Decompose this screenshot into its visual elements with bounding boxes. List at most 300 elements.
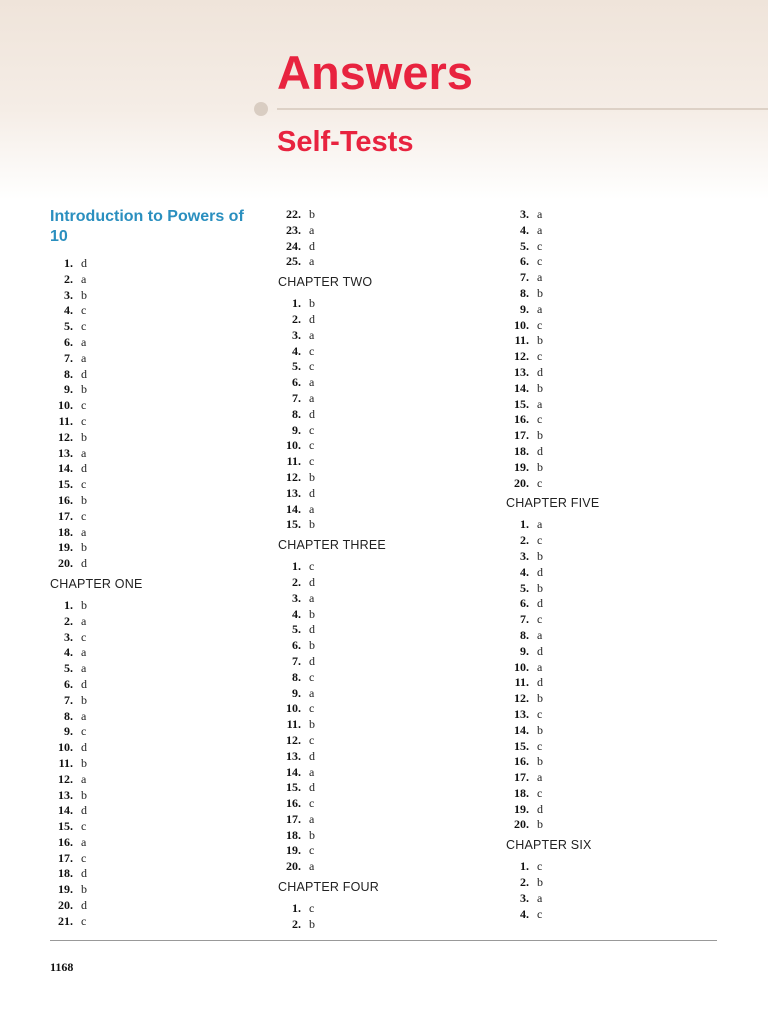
question-number: 5. — [64, 319, 73, 334]
answer-row — [50, 866, 260, 882]
question-number: 9. — [64, 724, 73, 739]
answer-row — [50, 335, 260, 351]
question-number: 9. — [520, 301, 529, 316]
question-number: 18. — [286, 827, 301, 842]
answer-row — [506, 333, 716, 349]
question-number: 5. — [520, 580, 529, 595]
question-number: 11. — [286, 454, 301, 469]
answer-row — [506, 460, 716, 476]
answer-letter: a — [537, 627, 543, 642]
answer-row — [506, 270, 716, 286]
answer-row — [278, 749, 488, 765]
answer-letter: d — [309, 311, 315, 326]
answer-letter: d — [309, 238, 315, 253]
answer-letter: b — [537, 580, 543, 595]
footer-rule — [50, 940, 717, 941]
answer-row — [278, 859, 488, 875]
answer-letter: b — [537, 548, 543, 563]
answer-row — [50, 709, 260, 725]
question-number: 16. — [58, 492, 73, 507]
answer-letter: b — [537, 722, 543, 737]
answer-row — [506, 675, 716, 691]
question-number: 1. — [292, 559, 301, 574]
answer-row — [278, 375, 488, 391]
question-number: 2. — [292, 574, 301, 589]
answer-row — [506, 723, 716, 739]
question-number: 9. — [292, 422, 301, 437]
question-number: 20. — [58, 898, 73, 913]
answer-letter: d — [309, 622, 315, 637]
question-number: 5. — [292, 359, 301, 374]
question-number: 14. — [286, 501, 301, 516]
answer-letter: c — [81, 477, 87, 492]
section-heading: CHAPTER TWO — [278, 275, 373, 290]
answers-column-2 — [278, 207, 488, 933]
answer-row — [50, 525, 260, 541]
question-number: 4. — [292, 606, 301, 621]
answer-row — [50, 693, 260, 709]
answer-letter: c — [537, 859, 543, 874]
answer-letter: c — [81, 319, 87, 334]
answer-row — [278, 486, 488, 502]
answer-letter: b — [309, 916, 315, 931]
question-number: 2. — [64, 613, 73, 628]
answer-row — [278, 917, 488, 933]
question-number: 19. — [58, 540, 73, 555]
answer-letter: a — [309, 685, 315, 700]
section-heading: CHAPTER FIVE — [506, 496, 600, 511]
answer-letter: b — [81, 382, 87, 397]
answer-letter: d — [537, 596, 543, 611]
answer-row — [50, 351, 260, 367]
question-number: 4. — [520, 564, 529, 579]
answer-letter: b — [309, 469, 315, 484]
question-number: 7. — [292, 390, 301, 405]
answer-row — [506, 707, 716, 723]
question-number: 8. — [520, 285, 529, 300]
answer-row — [278, 843, 488, 859]
answer-letter: d — [309, 780, 315, 795]
answer-letter: b — [537, 428, 543, 443]
answer-row — [506, 660, 716, 676]
answer-row — [278, 901, 488, 917]
answers-column-3 — [506, 207, 716, 922]
question-number: 3. — [520, 207, 529, 221]
question-number: 4. — [520, 222, 529, 237]
answer-letter: a — [309, 222, 315, 237]
answer-row — [50, 914, 260, 930]
answer-letter: b — [81, 787, 87, 802]
answer-row — [506, 565, 716, 581]
question-number: 15. — [286, 780, 301, 795]
question-number: 16. — [514, 754, 529, 769]
question-number: 19. — [514, 801, 529, 816]
answer-letter: a — [81, 645, 87, 660]
question-number: 16. — [58, 834, 73, 849]
answer-row — [278, 670, 488, 686]
question-number: 14. — [58, 461, 73, 476]
question-number: 13. — [58, 787, 73, 802]
answer-letter: c — [309, 422, 315, 437]
answer-letter: d — [309, 653, 315, 668]
answer-row — [50, 598, 260, 614]
answer-row — [278, 765, 488, 781]
question-number: 10. — [514, 317, 529, 332]
section-heading: CHAPTER FOUR — [278, 880, 380, 895]
answer-letter: d — [81, 366, 87, 381]
answer-row — [50, 556, 260, 572]
question-number: 3. — [64, 287, 73, 302]
question-number: 10. — [514, 659, 529, 674]
answer-row — [50, 493, 260, 509]
question-number: 2. — [292, 311, 301, 326]
answers-column-1 — [50, 207, 260, 930]
answer-row — [278, 654, 488, 670]
answer-row — [278, 391, 488, 407]
answer-letter: a — [537, 517, 543, 532]
answer-row — [278, 796, 488, 812]
answer-row — [506, 770, 716, 786]
answer-row — [506, 476, 716, 492]
answer-row — [278, 239, 488, 255]
question-number: 3. — [292, 327, 301, 342]
question-number: 1. — [292, 901, 301, 916]
answer-row — [50, 740, 260, 756]
answer-letter: c — [537, 412, 543, 427]
answer-letter: c — [81, 508, 87, 523]
question-number: 13. — [514, 706, 529, 721]
answer-row — [278, 607, 488, 623]
answer-letter: d — [537, 364, 543, 379]
answer-letter: c — [537, 475, 543, 490]
question-number: 2. — [520, 875, 529, 890]
answer-letter: a — [309, 859, 315, 874]
question-number: 4. — [292, 343, 301, 358]
question-number: 8. — [64, 708, 73, 723]
question-number: 4. — [64, 303, 73, 318]
section-heading: CHAPTER ONE — [50, 576, 143, 591]
answer-row — [506, 549, 716, 565]
question-number: 7. — [520, 270, 529, 285]
question-number: 11. — [286, 717, 301, 732]
question-number: 9. — [64, 382, 73, 397]
question-number: 23. — [286, 222, 301, 237]
question-number: 10. — [286, 438, 301, 453]
question-number: 14. — [286, 764, 301, 779]
answer-letter: a — [81, 661, 87, 676]
answer-row — [50, 851, 260, 867]
question-number: 4. — [520, 906, 529, 921]
answer-letter: c — [81, 724, 87, 739]
answer-row — [50, 288, 260, 304]
answer-letter: a — [537, 890, 543, 905]
answer-row — [506, 223, 716, 239]
answer-row — [506, 444, 716, 460]
answer-letter: d — [537, 564, 543, 579]
answer-letter: b — [309, 207, 315, 221]
answer-letter: c — [537, 738, 543, 753]
answer-letter: b — [81, 429, 87, 444]
answer-row — [506, 239, 716, 255]
answer-row — [50, 256, 260, 272]
answer-row — [50, 661, 260, 677]
question-number: 1. — [64, 256, 73, 270]
answer-letter: c — [537, 706, 543, 721]
answer-row — [278, 254, 488, 270]
question-number: 2. — [520, 533, 529, 548]
answer-letter: d — [81, 676, 87, 691]
answer-letter: a — [81, 834, 87, 849]
answer-letter: b — [309, 606, 315, 621]
question-number: 13. — [58, 445, 73, 460]
answer-letter: d — [81, 898, 87, 913]
question-number: 12. — [514, 691, 529, 706]
answer-letter: b — [537, 817, 543, 832]
answer-row — [278, 454, 488, 470]
question-number: 1. — [520, 517, 529, 532]
answer-letter: a — [537, 207, 543, 221]
header-band — [0, 0, 768, 200]
question-number: 15. — [286, 517, 301, 532]
answer-letter: c — [537, 349, 543, 364]
answer-row — [506, 428, 716, 444]
answer-letter: b — [81, 287, 87, 302]
answer-row — [50, 382, 260, 398]
question-number: 19. — [286, 843, 301, 858]
answer-row — [50, 430, 260, 446]
question-number: 8. — [292, 669, 301, 684]
answer-letter: a — [81, 524, 87, 539]
answer-row — [506, 739, 716, 755]
answer-row — [506, 802, 716, 818]
answer-letter: c — [537, 906, 543, 921]
answer-row — [278, 502, 488, 518]
question-number: 11. — [58, 755, 73, 770]
answer-letter: d — [81, 866, 87, 881]
answer-row — [50, 319, 260, 335]
answer-row — [278, 622, 488, 638]
question-number: 19. — [514, 459, 529, 474]
question-number: 14. — [514, 380, 529, 395]
question-number: 7. — [64, 350, 73, 365]
question-number: 15. — [58, 819, 73, 834]
answer-letter: a — [309, 764, 315, 779]
question-number: 12. — [514, 349, 529, 364]
answer-row — [50, 398, 260, 414]
answer-letter: d — [81, 740, 87, 755]
answer-letter: b — [309, 638, 315, 653]
answer-letter: b — [309, 827, 315, 842]
answer-row — [50, 630, 260, 646]
answer-row — [278, 296, 488, 312]
answer-row — [506, 365, 716, 381]
answer-letter: d — [537, 801, 543, 816]
answer-letter: d — [81, 461, 87, 476]
answer-letter: c — [537, 238, 543, 253]
question-number: 12. — [58, 429, 73, 444]
answer-letter: b — [537, 875, 543, 890]
answer-row — [50, 509, 260, 525]
answer-row — [278, 423, 488, 439]
question-number: 2. — [64, 271, 73, 286]
question-number: 3. — [520, 890, 529, 905]
question-number: 24. — [286, 238, 301, 253]
answer-letter: c — [309, 732, 315, 747]
answer-letter: a — [81, 334, 87, 349]
question-number: 6. — [64, 334, 73, 349]
answer-row — [506, 302, 716, 318]
answer-letter: a — [81, 445, 87, 460]
answer-letter: c — [537, 317, 543, 332]
answer-row — [506, 644, 716, 660]
answer-letter: a — [309, 390, 315, 405]
question-number: 7. — [292, 653, 301, 668]
question-number: 3. — [292, 590, 301, 605]
question-number: 20. — [514, 475, 529, 490]
question-number: 1. — [64, 597, 73, 612]
answer-row — [278, 686, 488, 702]
answer-letter: c — [537, 785, 543, 800]
answer-row — [50, 367, 260, 383]
answer-row — [50, 803, 260, 819]
answer-letter: a — [81, 613, 87, 628]
answer-row — [50, 477, 260, 493]
question-number: 18. — [58, 524, 73, 539]
question-number: 12. — [58, 771, 73, 786]
answer-letter: c — [81, 303, 87, 318]
answer-letter: a — [309, 375, 315, 390]
answer-row — [506, 581, 716, 597]
answer-letter: c — [309, 559, 315, 574]
question-number: 16. — [514, 412, 529, 427]
answer-row — [278, 812, 488, 828]
page-title: Answers — [277, 46, 473, 99]
answer-letter: c — [309, 701, 315, 716]
answer-row — [278, 575, 488, 591]
answer-row — [278, 717, 488, 733]
answer-row — [506, 875, 716, 891]
answer-row — [506, 318, 716, 334]
question-number: 1. — [520, 859, 529, 874]
page-subtitle: Self-Tests — [277, 126, 414, 158]
answer-letter: c — [309, 454, 315, 469]
answer-row — [50, 677, 260, 693]
answer-row — [506, 628, 716, 644]
question-number: 10. — [286, 701, 301, 716]
question-number: 17. — [286, 811, 301, 826]
answer-row — [278, 701, 488, 717]
question-number: 2. — [292, 916, 301, 931]
answer-letter: d — [537, 675, 543, 690]
answer-letter: b — [309, 717, 315, 732]
question-number: 16. — [286, 796, 301, 811]
answer-letter: b — [81, 882, 87, 897]
answer-letter: b — [537, 459, 543, 474]
answer-row — [506, 859, 716, 875]
question-number: 14. — [514, 722, 529, 737]
answer-row — [506, 207, 716, 223]
answer-row — [506, 349, 716, 365]
answer-row — [50, 540, 260, 556]
question-number: 6. — [520, 596, 529, 611]
answer-row — [506, 817, 716, 833]
answer-letter: a — [81, 771, 87, 786]
question-number: 21. — [58, 913, 73, 928]
answer-letter: a — [81, 708, 87, 723]
question-number: 5. — [520, 238, 529, 253]
answer-letter: c — [309, 343, 315, 358]
answer-letter: d — [309, 485, 315, 500]
answer-row — [278, 344, 488, 360]
answer-letter: c — [537, 612, 543, 627]
answer-row — [50, 446, 260, 462]
question-number: 17. — [58, 850, 73, 865]
answer-letter: a — [537, 770, 543, 785]
question-number: 3. — [64, 629, 73, 644]
answer-letter: a — [537, 270, 543, 285]
title-rule-line — [277, 108, 768, 110]
answer-letter: a — [537, 659, 543, 674]
answer-row — [278, 559, 488, 575]
answer-row — [50, 819, 260, 835]
answer-letter: d — [537, 643, 543, 658]
question-number: 6. — [64, 676, 73, 691]
answer-letter: a — [309, 501, 315, 516]
question-number: 13. — [514, 364, 529, 379]
answer-letter: b — [537, 285, 543, 300]
question-number: 9. — [292, 685, 301, 700]
question-number: 20. — [514, 817, 529, 832]
question-number: 20. — [58, 556, 73, 571]
answer-row — [278, 328, 488, 344]
answer-letter: b — [309, 517, 315, 532]
answer-letter: a — [309, 254, 315, 269]
answer-letter: d — [81, 803, 87, 818]
answer-letter: b — [81, 597, 87, 612]
answer-row — [278, 638, 488, 654]
question-number: 3. — [520, 548, 529, 563]
question-number: 22. — [286, 207, 301, 221]
question-number: 25. — [286, 254, 301, 269]
answer-row — [278, 828, 488, 844]
answer-row — [506, 286, 716, 302]
answer-row — [278, 207, 488, 223]
answer-row — [506, 517, 716, 533]
question-number: 13. — [286, 485, 301, 500]
answer-letter: d — [81, 556, 87, 571]
answer-row — [506, 612, 716, 628]
answer-row — [50, 756, 260, 772]
question-number: 6. — [520, 254, 529, 269]
answer-letter: c — [81, 819, 87, 834]
question-number: 5. — [292, 622, 301, 637]
question-number: 8. — [520, 627, 529, 642]
section-heading: Introduction to Powers of 10 — [50, 208, 244, 245]
question-number: 6. — [292, 375, 301, 390]
question-number: 9. — [520, 643, 529, 658]
question-number: 14. — [58, 803, 73, 818]
answer-row — [506, 254, 716, 270]
answer-letter: b — [537, 691, 543, 706]
answer-row — [50, 645, 260, 661]
question-number: 7. — [64, 692, 73, 707]
question-number: 12. — [286, 732, 301, 747]
answer-letter: c — [309, 359, 315, 374]
question-number: 7. — [520, 612, 529, 627]
question-number: 12. — [286, 469, 301, 484]
question-number: 8. — [64, 366, 73, 381]
question-number: 19. — [58, 882, 73, 897]
